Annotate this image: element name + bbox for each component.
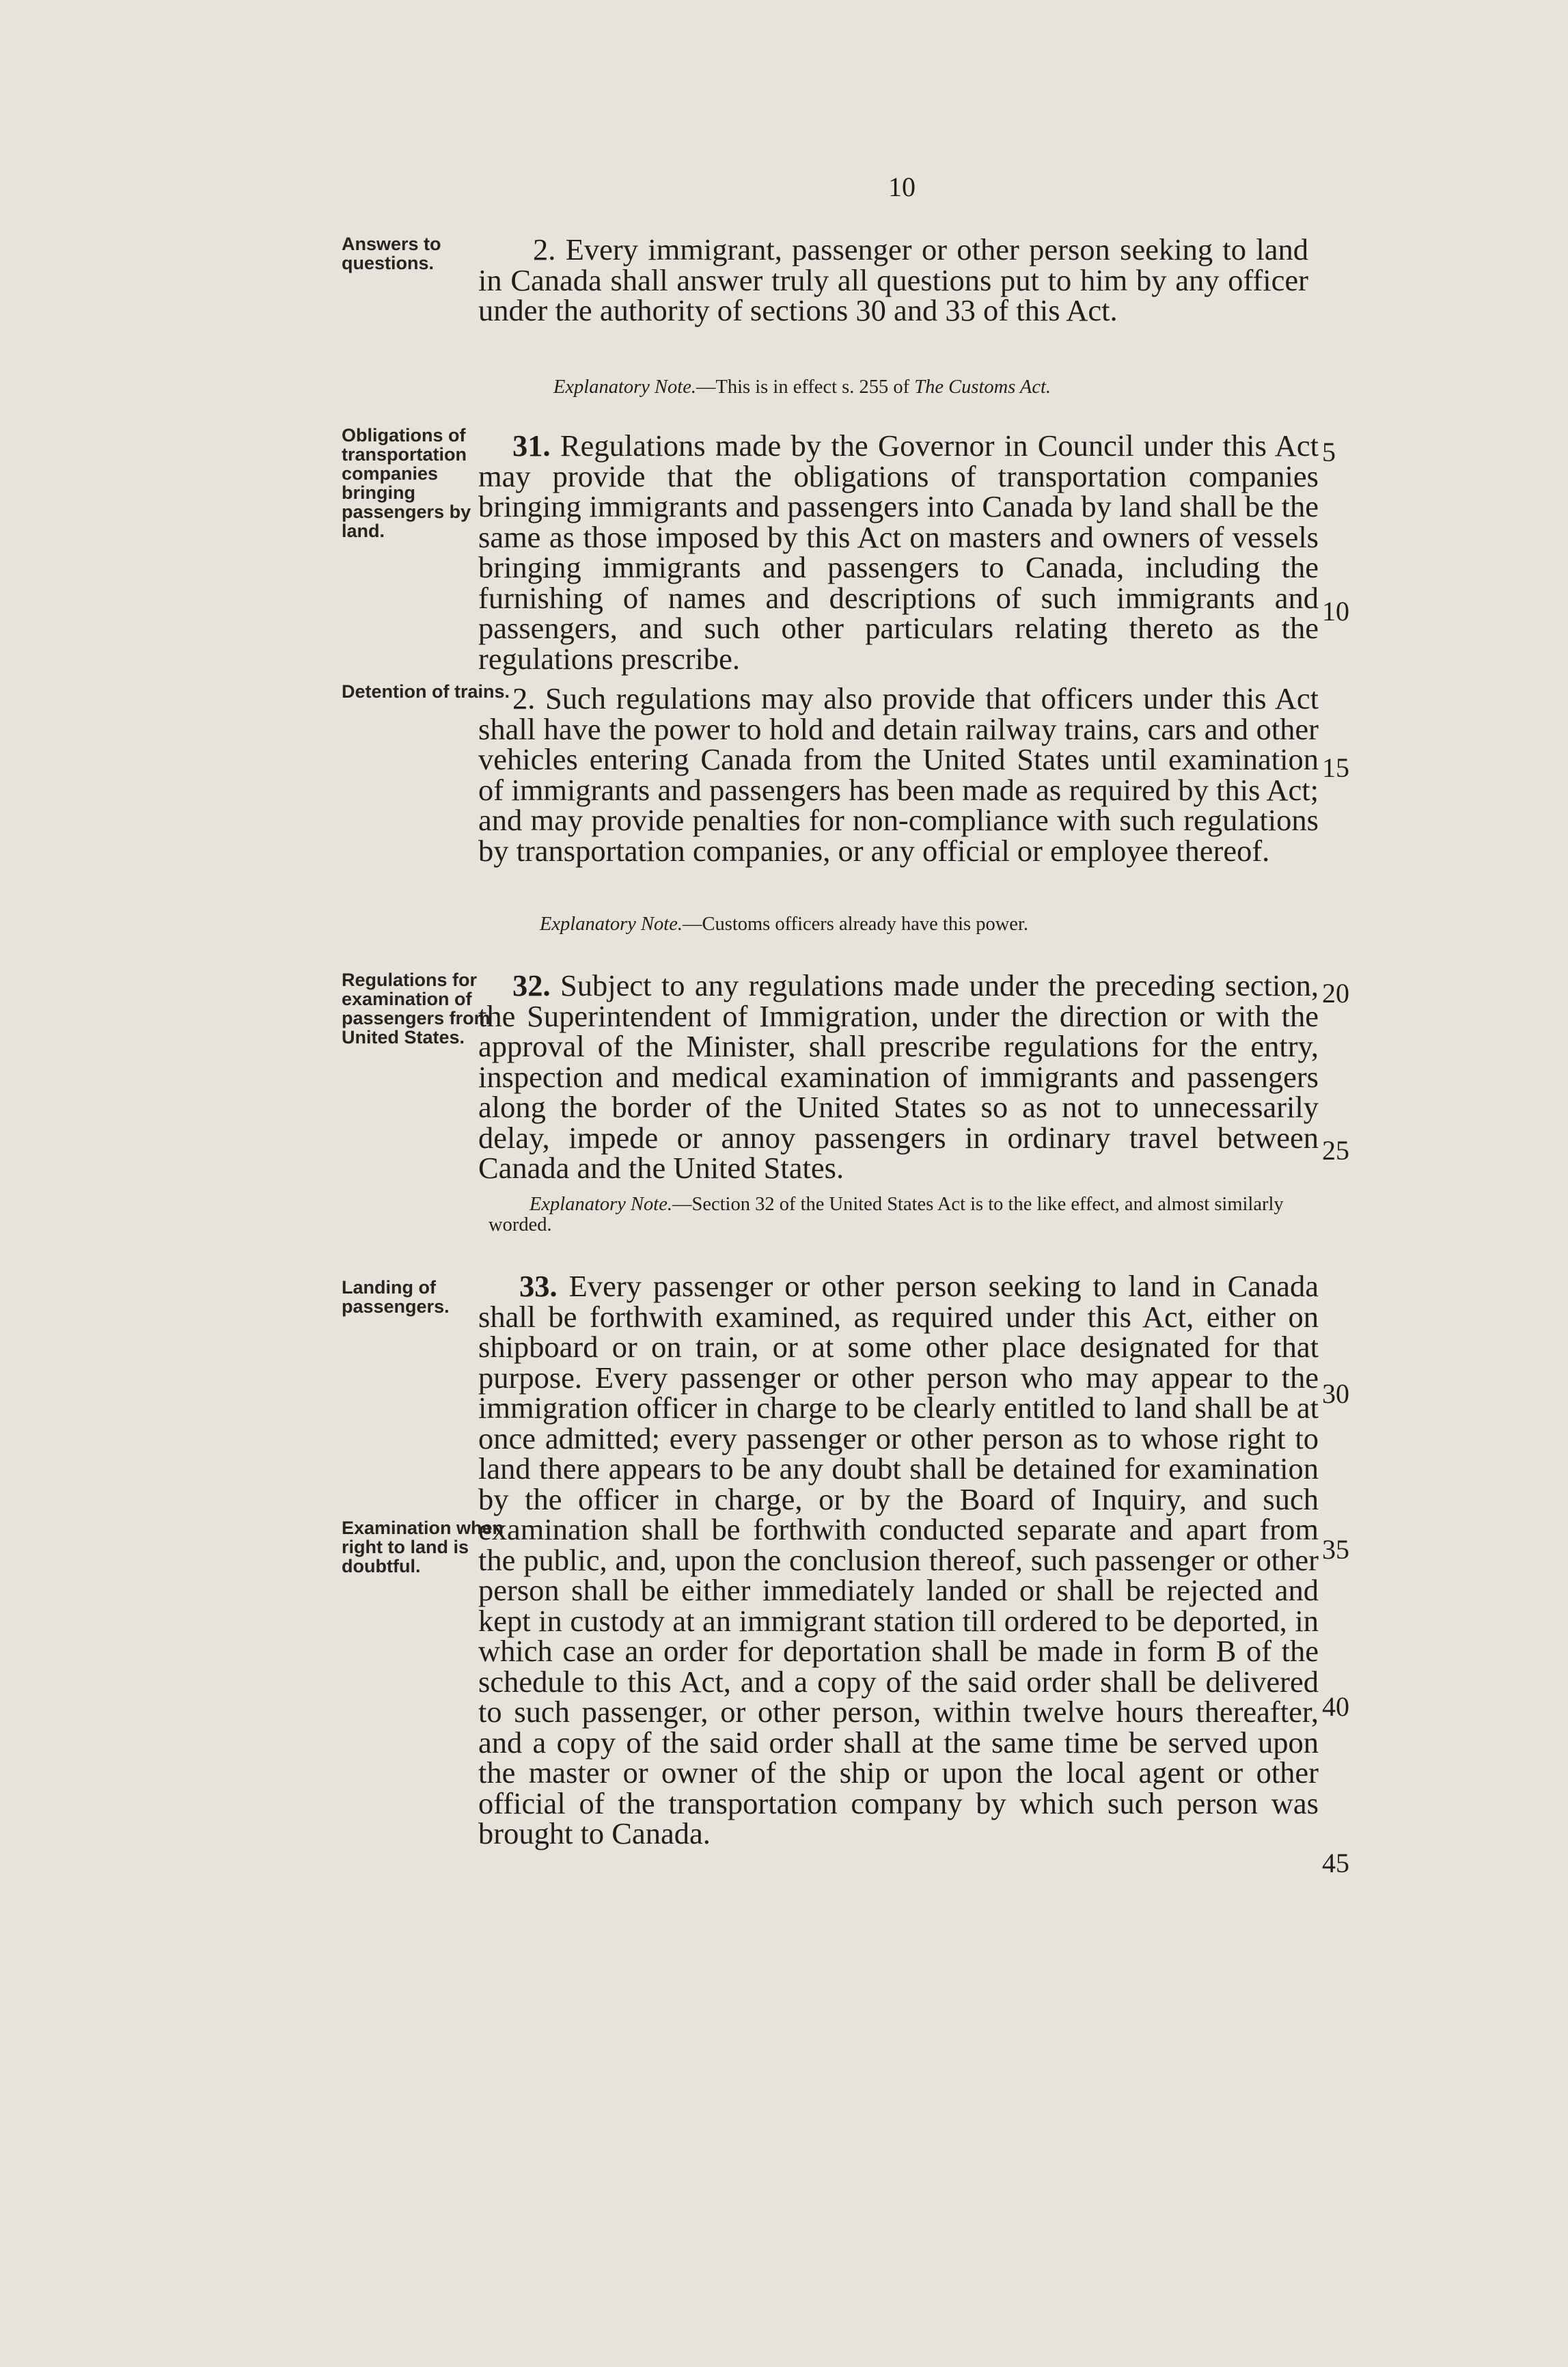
explanatory-note-text: —Section 32 of the United States Act is to the like effect, and almost similarly worded. <box>489 1194 1284 1235</box>
subsection-text: 2. Such regulations may also provide that officers under this Act shall have the power to hold and detain railway trains, cars and other vehicles entering Canada from the United States until examination of immigrants and passengers has been made as required by this Act; and may provide penalties for non-compliance with such regulations by transportation companies, or any official or employee thereof. <box>478 681 1319 868</box>
section-31 <box>478 430 1319 674</box>
margin-note-landing: Landing of passengers. <box>342 1277 450 1317</box>
explanatory-note-1 <box>478 377 1312 398</box>
line-number: 5 <box>1322 437 1336 467</box>
paragraph-text: 2. Every immigrant, passenger or other person seeking to land in Canada shall answer truly all questions put to him by any officer under the authority of sections 30 and 33 of this Act. <box>478 232 1308 327</box>
section-text: Subject to any regulations made under the preceding section, the Superintendent of Immigration, under the direction or with the approval of the Minister, shall prescribe regulations for the entry, inspection and medical examination of immigrants and passengers along the border of the United States so as not to unnecessarily delay, impede or annoy passengers in ordinary travel between Canada and the United States. <box>478 968 1319 1185</box>
page-number: 10 <box>888 172 916 202</box>
section-number: 31. <box>512 428 551 463</box>
explanatory-note-text: —This is in effect s. 255 of <box>696 377 915 398</box>
line-number: 25 <box>1322 1135 1349 1166</box>
section-number: 32. <box>512 968 551 1002</box>
margin-note-detention: Detention of trains. <box>342 681 510 702</box>
explanatory-note-label: Explanatory Note. <box>553 377 696 398</box>
section-33 <box>478 1271 1319 1849</box>
margin-note-examination: Examination when right to land is doubtful. <box>342 1518 504 1576</box>
section-31-subsection-2 <box>478 683 1319 866</box>
explanatory-note-text: —Customs officers already have this power. <box>682 914 1028 935</box>
explanatory-note-label: Explanatory Note. <box>540 914 683 935</box>
explanatory-note-3 <box>489 1194 1308 1235</box>
line-number: 10 <box>1322 596 1349 627</box>
margin-note-answers: Answers to questions. <box>342 234 441 273</box>
explanatory-note-reference: The Customs Act. <box>914 377 1051 398</box>
line-number: 15 <box>1322 752 1349 783</box>
line-number: 45 <box>1322 1848 1349 1878</box>
section-text: Every passenger or other person seeking to land in Canada shall be forthwith examined, as required under this Act, either on shipboard or on train, or at some other place designated for that purpose. Every passenger or other person who may appear to the immigration officer in charge to be clearly entitled to land shall be at once admitted; every passenger or other person as to whose right to land there appears to be any doubt shall be detained for examination by the officer in charge, or by the Board of Inquiry, and such examination shall be forthwith conducted separate and apart from the public, and, upon the conclusion thereof, such passenger or other person shall be either immediately landed or shall be rejected and kept in custody at an immigrant station till ordered to be deported, in which case an order for deportation shall be made in form B of the schedule to this Act, and a copy of the said order shall be delivered to such passenger, or other person, within twelve hours thereafter, and a copy of the said order shall at the same time be served upon the master or owner of the ship or upon the local agent or other official of the transportation company by which such person was brought to Canada. <box>478 1269 1319 1850</box>
explanatory-note-label: Explanatory Note. <box>529 1194 672 1215</box>
margin-note-obligations: Obligations of transportation companies bringing passengers by land. <box>342 425 471 541</box>
line-number: 20 <box>1322 978 1349 1009</box>
line-number: 35 <box>1322 1534 1349 1565</box>
section-32 <box>478 970 1319 1184</box>
margin-note-regulations: Regulations for examination of passengers from United States. <box>342 970 491 1048</box>
section-number: 33. <box>519 1269 558 1303</box>
explanatory-note-2 <box>478 914 1312 935</box>
line-number: 30 <box>1322 1378 1349 1409</box>
section-text: Regulations made by the Governor in Council under this Act may provide that the obligations of transportation companies bringing immigrants and passengers into Canada by land shall be the same as those imposed by this Act on masters and owners of vessels bringing immigrants and passengers to Canada, including the furnishing of names and descriptions of such immigrants and passengers, and such other particulars relating thereto as the regulations prescribe. <box>478 428 1319 676</box>
line-number: 40 <box>1322 1691 1349 1722</box>
paragraph-answers <box>478 234 1308 326</box>
